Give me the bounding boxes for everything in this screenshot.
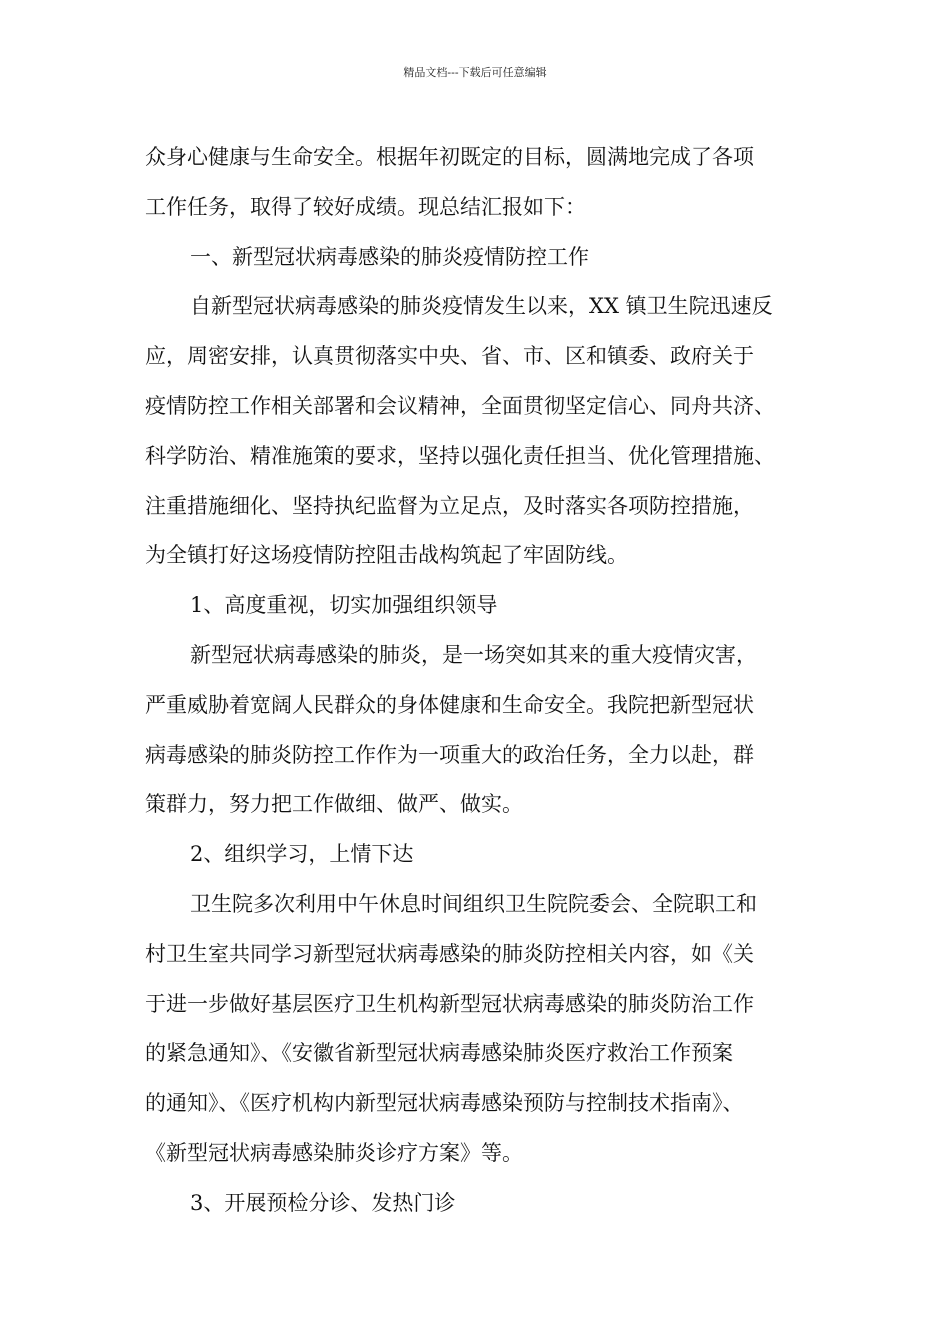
text-line: 注重措施细化、坚持执纪监督为立足点，及时落实各项防控措施，	[145, 493, 754, 518]
document-body	[145, 133, 825, 1229]
text-line: 科学防治、精准施策的要求，坚持以强化责任担当、优化管理措施、	[145, 443, 775, 468]
text-line: 的通知》、《医疗机构内新型冠状病毒感染预防与控制技术指南》、	[145, 1091, 744, 1116]
text-line: 严重威胁着宽阔人民群众的身体健康和生命安全。我院把新型冠状	[145, 692, 754, 717]
page-header: 精品文档---下载后可任意编辑	[403, 66, 547, 79]
text-line: 疫情防控工作相关部署和会议精神，全面贯彻坚定信心、同舟共济、	[145, 393, 775, 418]
text-line: 自新型冠状病毒感染的肺炎疫情发生以来，XX 镇卫生院迅速反	[190, 294, 773, 319]
text-line: 的紧急通知》、《安徽省新型冠状病毒感染肺炎医疗救治工作预案	[145, 1041, 733, 1066]
section-heading: 3、开展预检分诊、发热门诊	[190, 1190, 456, 1215]
text-line: 新型冠状病毒感染的肺炎，是一场突如其来的重大疫情灾害，	[190, 642, 757, 667]
section-heading: 一、新型冠状病毒感染的肺炎疫情防控工作	[190, 244, 589, 269]
text-line: 策群力，努力把工作做细、做严、做实。	[145, 792, 523, 817]
text-line: 卫生院多次利用中午休息时间组织卫生院院委会、全院职工和	[190, 891, 757, 916]
text-line: 众身心健康与生命安全。根据年初既定的目标，圆满地完成了各项	[145, 145, 754, 169]
text-line: 为全镇打好这场疫情防控阻击战构筑起了牢固防线。	[145, 543, 628, 568]
text-line: 应，周密安排，认真贯彻落实中央、省、市、区和镇委、政府关于	[145, 344, 754, 369]
section-heading: 2、组织学习，上情下达	[190, 842, 414, 867]
section-heading: 1、高度重视，切实加强组织领导	[190, 593, 498, 618]
text-line: 村卫生室共同学习新型冠状病毒感染的肺炎防控相关内容，如《关	[145, 941, 754, 966]
text-line: 工作任务，取得了较好成绩。现总结汇报如下：	[145, 194, 586, 219]
text-line: 于进一步做好基层医疗卫生机构新型冠状病毒感染的肺炎防治工作	[145, 991, 754, 1016]
text-line: 病毒感染的肺炎防控工作作为一项重大的政治任务，全力以赴，群	[145, 742, 754, 767]
text-line: 《新型冠状病毒感染肺炎诊疗方案》等。	[145, 1140, 523, 1165]
